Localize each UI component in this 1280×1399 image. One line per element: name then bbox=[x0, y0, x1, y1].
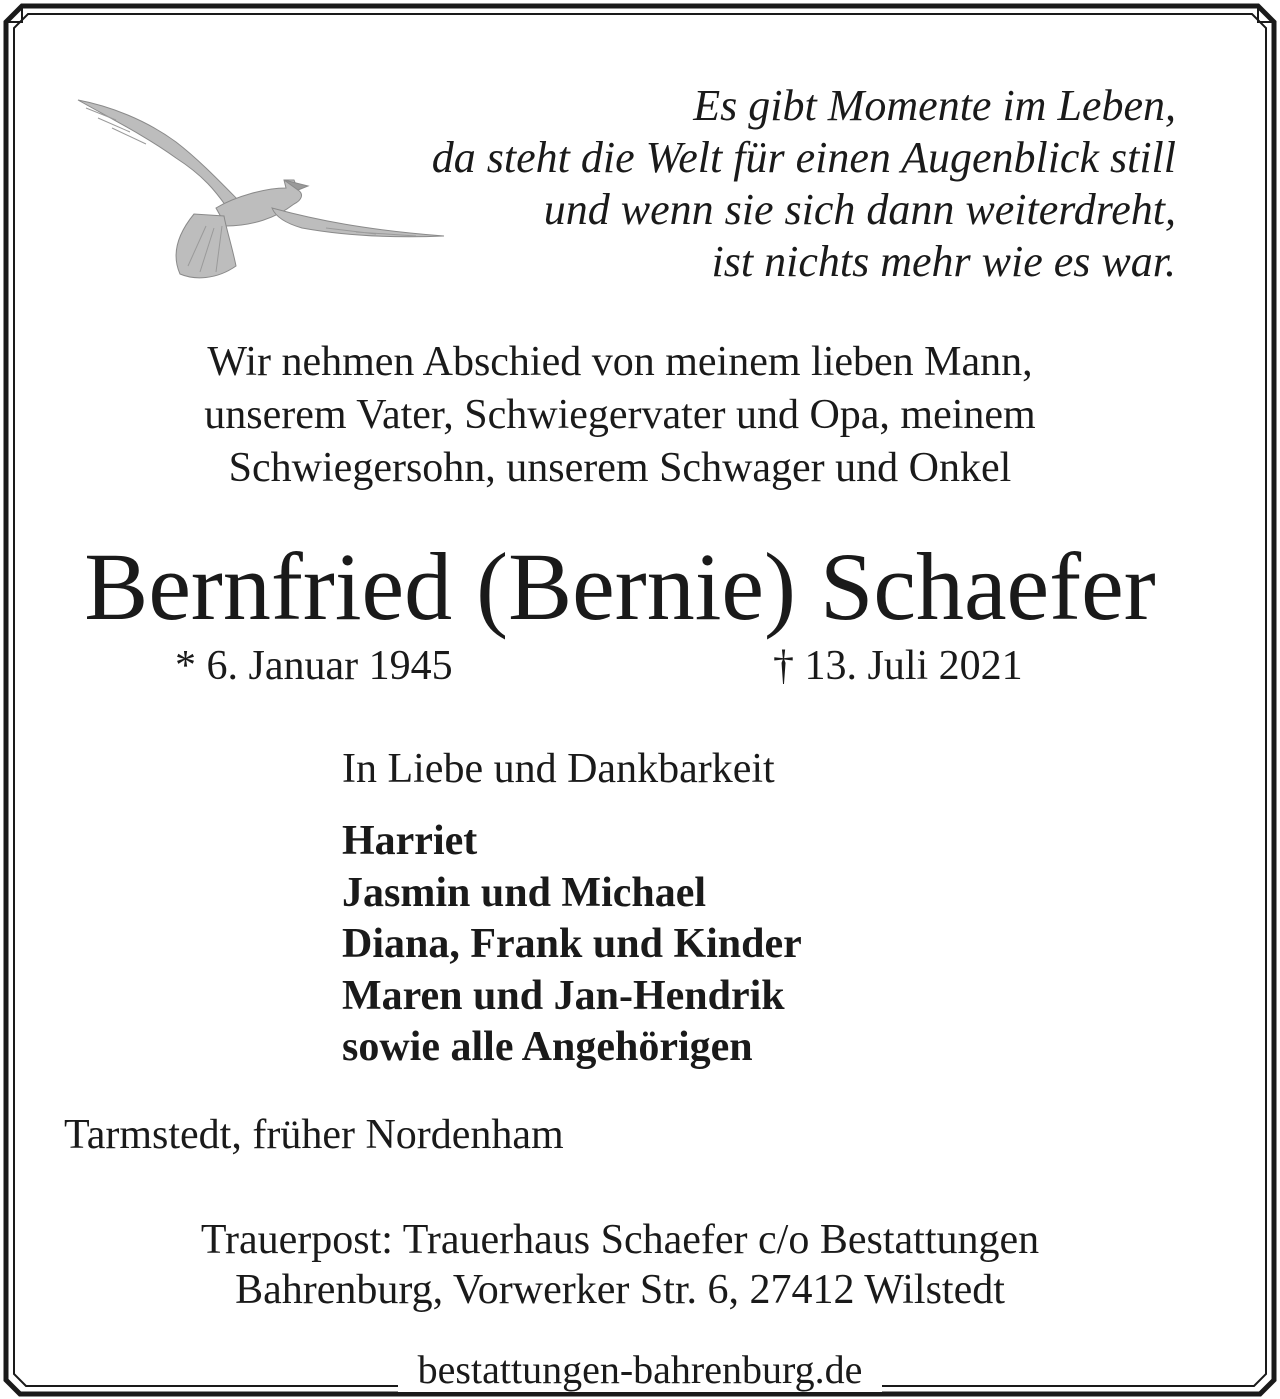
mourners-list bbox=[342, 816, 802, 1074]
deceased-name: Bernfried (Bernie) Schaefer bbox=[84, 533, 1156, 640]
website-link[interactable]: bestattungen-bahrenburg.de bbox=[398, 1347, 883, 1392]
intro-line: unserem Vater, Schwiegervater und Opa, meinem bbox=[204, 392, 1036, 438]
mail-line: Trauerpost: Trauerhaus Schaefer c/o Bestattungen bbox=[200, 1217, 1040, 1263]
poem-quote bbox=[432, 80, 1176, 288]
mourner-name: Harriet bbox=[342, 818, 478, 864]
poem-line: und wenn sie sich dann weiterdreht, bbox=[543, 185, 1176, 234]
mail-line: Bahrenburg, Vorwerker Str. 6, 27412 Wilstedt bbox=[235, 1267, 1005, 1313]
mourners-intro: In Liebe und Dankbarkeit bbox=[342, 746, 775, 792]
seagull-icon bbox=[76, 96, 448, 282]
poem-line: Es gibt Momente im Leben, bbox=[693, 81, 1176, 130]
birth-date: * 6. Januar 1945 bbox=[175, 643, 453, 689]
mourner-name: Jasmin und Michael bbox=[342, 869, 707, 916]
intro-line: Schwiegersohn, unserem Schwager und Onkel bbox=[228, 445, 1012, 491]
death-date: † 13. Juli 2021 bbox=[773, 643, 1023, 689]
mourner-name: sowie alle Angehörigen bbox=[342, 1024, 753, 1070]
intro-line: Wir nehmen Abschied von meinem lieben Mann, bbox=[207, 339, 1033, 385]
mourner-name: Maren und Jan-Hendrik bbox=[342, 972, 785, 1019]
website-footer bbox=[0, 1348, 1280, 1392]
poem-line: ist nichts mehr wie es war. bbox=[711, 237, 1176, 286]
mail-address bbox=[0, 1215, 1240, 1315]
mourner-name: Diana, Frank und Kinder bbox=[342, 921, 802, 967]
poem-line: da steht die Welt für einen Augenblick still bbox=[431, 133, 1176, 182]
place-of-residence: Tarmstedt, früher Nordenham bbox=[64, 1112, 564, 1158]
farewell-intro bbox=[0, 336, 1240, 495]
